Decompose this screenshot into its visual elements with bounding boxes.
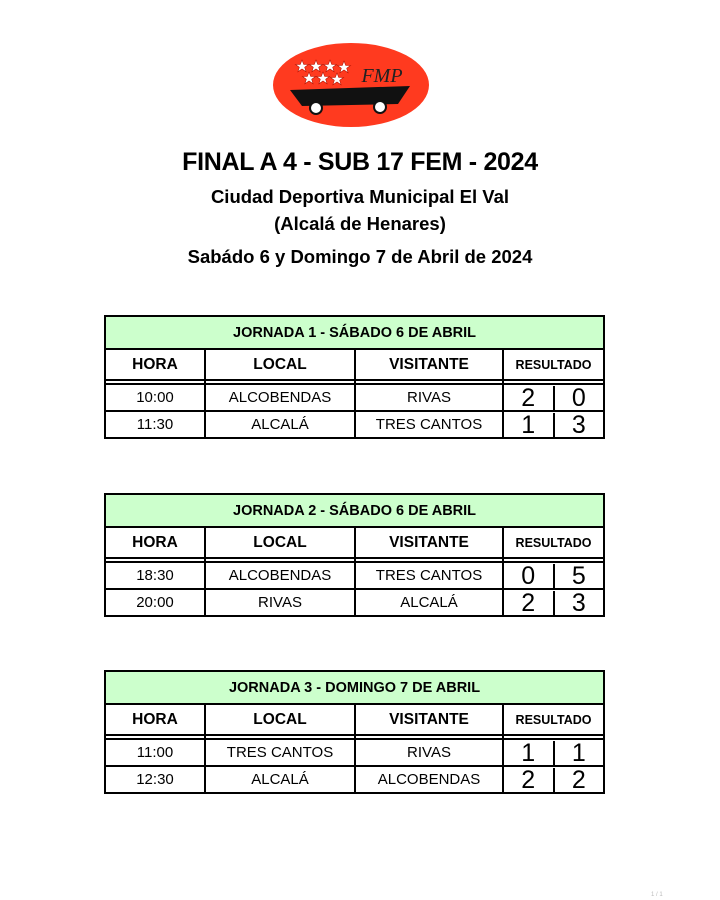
jornada-3-table bbox=[104, 670, 605, 794]
col-hora: HORA bbox=[105, 704, 205, 735]
col-visitante: VISITANTE bbox=[355, 349, 503, 380]
logo-wheel-left bbox=[310, 102, 322, 114]
jornada-2-table bbox=[104, 493, 605, 617]
score-local: 2 bbox=[504, 768, 555, 792]
page-number: 1 / 1 bbox=[651, 892, 663, 898]
jornada-title: JORNADA 2 - SÁBADO 6 DE ABRIL bbox=[105, 494, 604, 527]
score-visitante: 5 bbox=[571, 562, 586, 589]
logo-oval bbox=[273, 43, 429, 127]
match-hora: 10:00 bbox=[105, 384, 205, 411]
match-resultado bbox=[503, 739, 604, 766]
page-title: FINAL A 4 - SUB 17 FEM - 2024 bbox=[182, 148, 538, 176]
jornada-title: JORNADA 1 - SÁBADO 6 DE ABRIL bbox=[105, 316, 604, 349]
score-local: 1 bbox=[504, 413, 555, 437]
match-resultado bbox=[503, 562, 604, 589]
score-visitante: 1 bbox=[571, 739, 586, 766]
match-visitante: ALCALÁ bbox=[355, 589, 503, 616]
venue-name: Ciudad Deportiva Municipal El Val bbox=[210, 186, 510, 207]
match-local: TRES CANTOS bbox=[205, 739, 355, 766]
col-resultado: RESULTADO bbox=[503, 527, 604, 558]
score-local: 1 bbox=[504, 741, 555, 765]
venue-city: (Alcalá de Henares) bbox=[274, 213, 446, 234]
col-local: LOCAL bbox=[205, 704, 355, 735]
score-local: 2 bbox=[504, 386, 555, 410]
match-visitante: RIVAS bbox=[355, 384, 503, 411]
score-visitante: 3 bbox=[571, 589, 586, 616]
table-row bbox=[105, 766, 604, 793]
logo-text: FMP bbox=[361, 65, 403, 87]
table-row bbox=[105, 589, 604, 616]
table-row bbox=[105, 739, 604, 766]
col-local: LOCAL bbox=[205, 349, 355, 380]
table-row bbox=[105, 411, 604, 438]
match-resultado bbox=[503, 589, 604, 616]
col-resultado: RESULTADO bbox=[503, 349, 604, 380]
match-local: ALCALÁ bbox=[205, 766, 355, 793]
match-local: ALCALÁ bbox=[205, 411, 355, 438]
score-local: 2 bbox=[504, 591, 555, 615]
match-hora: 11:30 bbox=[105, 411, 205, 438]
fmp-logo bbox=[272, 42, 430, 128]
match-hora: 18:30 bbox=[105, 562, 205, 589]
match-hora: 12:30 bbox=[105, 766, 205, 793]
table-row bbox=[105, 384, 604, 411]
match-resultado bbox=[503, 766, 604, 793]
match-local: ALCOBENDAS bbox=[205, 384, 355, 411]
match-local: ALCOBENDAS bbox=[205, 562, 355, 589]
col-visitante: VISITANTE bbox=[355, 527, 503, 558]
score-local: 0 bbox=[504, 564, 555, 588]
score-visitante: 2 bbox=[571, 766, 586, 793]
event-dates: Sabádo 6 y Domingo 7 de Abril de 2024 bbox=[187, 246, 533, 267]
match-visitante: ALCOBENDAS bbox=[355, 766, 503, 793]
score-visitante: 0 bbox=[571, 384, 586, 411]
col-hora: HORA bbox=[105, 349, 205, 380]
col-hora: HORA bbox=[105, 527, 205, 558]
jornada-title: JORNADA 3 - DOMINGO 7 DE ABRIL bbox=[105, 671, 604, 704]
match-visitante: TRES CANTOS bbox=[355, 411, 503, 438]
match-hora: 11:00 bbox=[105, 739, 205, 766]
match-resultado bbox=[503, 384, 604, 411]
table-row bbox=[105, 562, 604, 589]
col-local: LOCAL bbox=[205, 527, 355, 558]
col-visitante: VISITANTE bbox=[355, 704, 503, 735]
logo-wheel-right bbox=[374, 101, 386, 113]
jornada-1-table bbox=[104, 315, 605, 439]
match-hora: 20:00 bbox=[105, 589, 205, 616]
col-resultado: RESULTADO bbox=[503, 704, 604, 735]
match-resultado bbox=[503, 411, 604, 438]
match-visitante: TRES CANTOS bbox=[355, 562, 503, 589]
match-local: RIVAS bbox=[205, 589, 355, 616]
match-visitante: RIVAS bbox=[355, 739, 503, 766]
score-visitante: 3 bbox=[571, 411, 586, 438]
